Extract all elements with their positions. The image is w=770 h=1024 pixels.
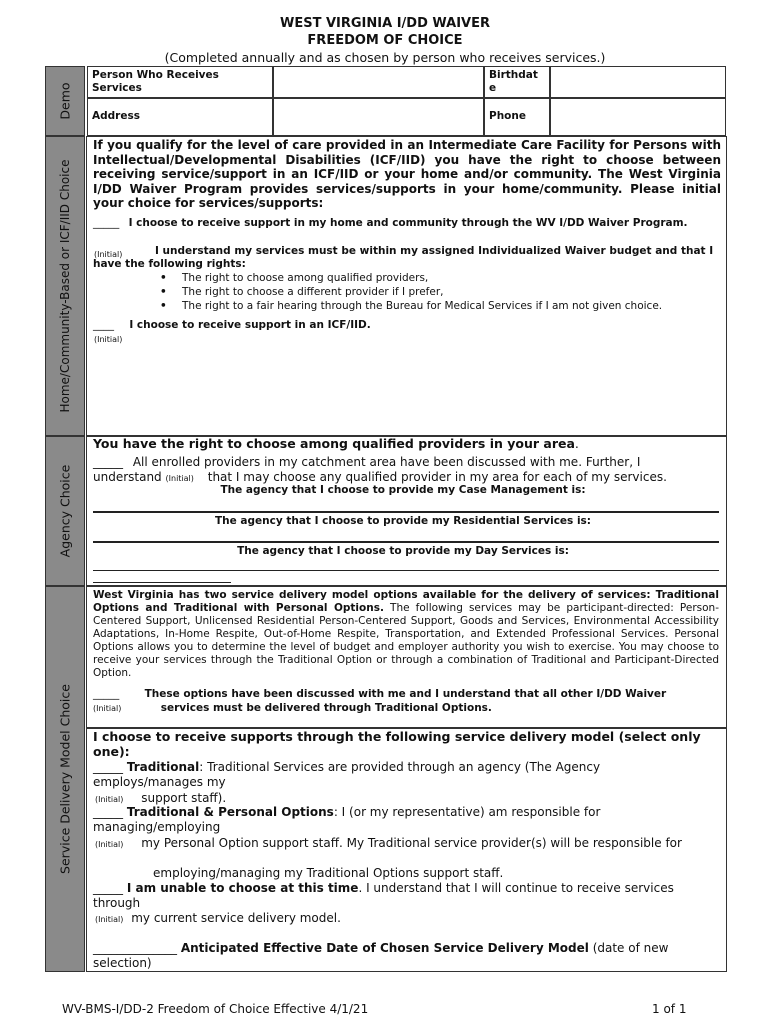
agency-day-line[interactable] <box>93 570 719 571</box>
address-label: Address <box>87 98 273 136</box>
agency-ack-line1 <box>93 455 640 470</box>
sdm-ack-text1: These options have been discussed with me and I understand that all other I/DD Waiver <box>144 688 667 700</box>
address-field[interactable] <box>273 98 484 136</box>
agency-day-label: The agency that I choose to provide my Day Services is: <box>237 545 569 557</box>
agency-ack-initial: (Initial) <box>165 474 194 483</box>
sdm-personal-blank[interactable]: _____ <box>93 805 123 819</box>
person-field[interactable] <box>273 66 484 98</box>
agency-case-mgmt-line[interactable] <box>93 511 719 513</box>
sdm-ack-initial: (Initial) <box>93 704 122 713</box>
icf-intro: If you qualify for the level of care provided in an Intermediate Care Facility for Persons with Intellectual/Developmental Disabilities (ICF/IID) you have the right to choose between receiving service/support in an ICF/IID or your home and/or community. The West Virginia I/DD Waiver Program provides services/supports in your home/community. Please initial your choice for services/supports: <box>93 138 721 211</box>
agency-ack-blank[interactable]: _____ <box>93 455 123 469</box>
sdm-paragraph-bold: West Virginia has two service delivery model options available for the delivery of services: Traditional Options and Traditional with Personal Options. <box>93 589 719 614</box>
footer-page-number: 1 of 1 <box>652 1002 687 1016</box>
sdm-traditional-text2: support staff). <box>141 791 227 805</box>
agency-residential-line[interactable] <box>93 541 719 543</box>
agency-heading-period: . <box>574 436 579 451</box>
icf-choice1-text: I choose to receive support in my home and community through the WV I/DD Waiver Program. <box>128 217 688 229</box>
sdm-unable-initial: (Initial) <box>95 915 124 924</box>
sdm-date-label: Anticipated Effective Date of Chosen Service Delivery Model <box>180 941 589 955</box>
agency-ack-text1: All enrolled providers in my catchment area have been discussed with me. Further, I <box>132 455 641 469</box>
sdm-unable-line2 <box>93 911 341 927</box>
sidebar-icf-choice <box>45 136 85 436</box>
icf-rights-list <box>160 271 662 313</box>
phone-field[interactable] <box>550 98 726 136</box>
birthdate-label: Birthdate <box>484 66 550 98</box>
phone-label: Phone <box>484 98 550 136</box>
icf-right-item: • The right to choose among qualified providers, <box>160 271 662 285</box>
icf-choice2-initial: (Initial) <box>94 335 123 344</box>
sidebar-sdm-choice <box>45 586 85 972</box>
agency-ack-text2b: that I may choose any qualified provider in my area for each of my services. <box>207 470 667 484</box>
agency-day-line-extra <box>93 582 231 583</box>
sdm-option-unable <box>93 881 719 911</box>
sdm-option-personal <box>93 805 653 835</box>
sdm-paragraph <box>93 589 719 680</box>
form-subtitle: (Completed annually and as chosen by person who receives services.) <box>164 50 606 65</box>
icf-right-item: • The right to a fair hearing through the Bureau for Medical Services if I am not given choice. <box>160 299 662 313</box>
sidebar-demo <box>45 66 85 136</box>
sdm-ack-blank[interactable]: _____ <box>93 688 120 700</box>
sdm-traditional-blank[interactable]: _____ <box>93 760 123 774</box>
sdm-date-blank[interactable]: ______________ <box>93 941 177 955</box>
sdm-paragraph-rest: The following services may be participant-directed: Person-Centered Support, Unlicensed Residential Person-Centered Support, Goods and Services, Environmental Accessibility Adaptations, In-Home Respite, Out-of-Home Respite, Transportation, and Extended Professional Services. Personal Options allows you to determine the level of budget and employer authority you wish to exercise. You may choose to receive your services through the Traditional Option or through a combination of Traditional and Participant-Directed Option. <box>93 602 719 679</box>
icf-right-item: • The right to choose a different provider if I prefer, <box>160 285 662 299</box>
icf-choice2-blank[interactable]: ____ <box>93 319 114 331</box>
sidebar-agency-label: Agency Choice <box>57 464 73 558</box>
icf-choice2-text: I choose to receive support in an ICF/IID. <box>129 319 371 331</box>
icf-choice1-cont: I understand my services must be within my assigned Individualized Waiver budget and that I have the following rights: <box>93 245 714 270</box>
sdm-ack-text2: services must be delivered through Traditional Options. <box>160 702 492 714</box>
sidebar-agency-choice <box>45 436 85 586</box>
sdm-unable-blank[interactable]: _____ <box>93 881 123 895</box>
sdm-traditional-initial: (Initial) <box>95 795 124 804</box>
sdm-unable-label: I am unable to choose at this time <box>126 881 359 895</box>
footer-form-id: WV-BMS-I/DD-2 Freedom of Choice Effective 4/1/21 <box>62 1002 369 1016</box>
icf-choice2 <box>93 319 371 332</box>
form-title-line1: WEST VIRGINIA I/DD WAIVER <box>280 16 490 31</box>
icf-choice1-blank[interactable]: _____ <box>93 217 120 229</box>
sdm-traditional-label: Traditional <box>126 760 200 774</box>
icf-choice1 <box>93 217 721 230</box>
agency-residential-label: The agency that I choose to provide my Residential Services is: <box>214 515 591 527</box>
icf-choice1-initial: (Initial) <box>94 250 123 259</box>
birthdate-field[interactable] <box>550 66 726 98</box>
sdm-traditional-text1: : Traditional Services are provided through an agency (The Agency employs/manages my <box>93 760 601 789</box>
sdm-personal-initial: (Initial) <box>95 840 124 849</box>
agency-case-mgmt-label: The agency that I choose to provide my Case Management is: <box>220 484 586 496</box>
sdm-personal-text3: employing/managing my Traditional Options support staff. <box>153 866 504 880</box>
agency-ack-text2a: understand <box>93 470 162 484</box>
person-label: Person Who Receives Services <box>87 66 273 98</box>
sdm-personal-text2: my Personal Option support staff. My Traditional service provider(s) will be responsible for <box>141 836 682 850</box>
sdm-ack-line1 <box>93 688 666 701</box>
sdm-unable-text1: . I understand that I will continue to receive services through <box>93 881 674 910</box>
sidebar-demo-label: Demo <box>57 82 73 120</box>
form-title-line2: FREEDOM OF CHOICE <box>307 33 463 48</box>
sdm-date-text: (date of new selection) <box>93 941 669 970</box>
sdm-personal-text1: : I (or my representative) am responsible for managing/employing <box>93 805 601 834</box>
agency-heading <box>93 436 579 451</box>
sdm-option-traditional <box>93 760 653 790</box>
sidebar-icf-label: Home/Community-Based or ICF/IID Choice <box>58 159 72 413</box>
agency-heading-text: You have the right to choose among qualified providers in your area <box>93 436 575 451</box>
sdm-choose-heading: I choose to receive supports through the following service delivery model (select only one): <box>93 729 701 759</box>
sdm-personal-label: Traditional & Personal Options <box>126 805 334 819</box>
sdm-unable-text2: my current service delivery model. <box>131 911 341 925</box>
sdm-ack-line2 <box>93 702 492 715</box>
sdm-personal-line2 <box>93 836 719 852</box>
sidebar-sdm-label: Service Delivery Model Choice <box>57 684 73 874</box>
sdm-effective-date <box>93 941 719 971</box>
